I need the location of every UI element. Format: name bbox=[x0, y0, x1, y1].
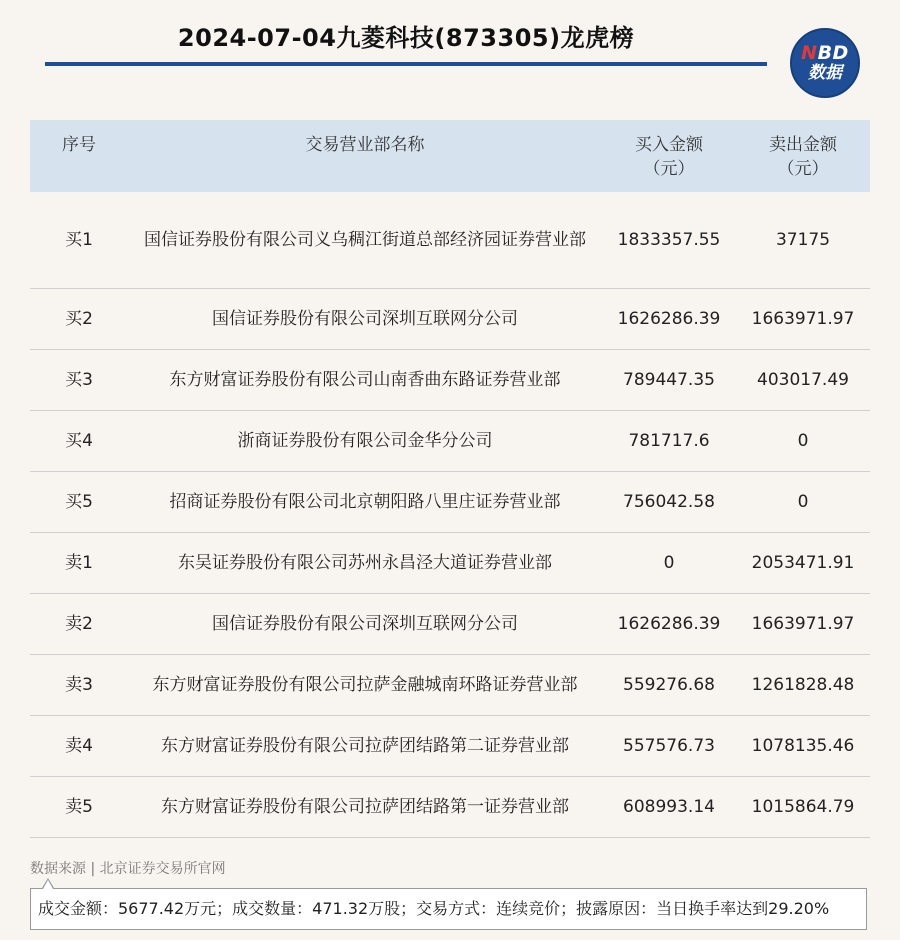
buy-amount-cell: 1833357.55 bbox=[602, 192, 736, 288]
table-row bbox=[30, 532, 870, 593]
branch-cell: 东方财富证券股份有限公司拉萨金融城南环路证券营业部 bbox=[128, 654, 602, 715]
table-row bbox=[30, 471, 870, 532]
branch-cell: 国信证券股份有限公司义乌稠江街道总部经济园证券营业部 bbox=[128, 192, 602, 288]
buy-amount-cell: 781717.6 bbox=[602, 410, 736, 471]
branch-cell: 东方财富证券股份有限公司拉萨团结路第一证券营业部 bbox=[128, 776, 602, 837]
column-header-sell bbox=[736, 120, 870, 192]
logo-text-data: 数据 bbox=[808, 63, 842, 83]
column-header-buy bbox=[602, 120, 736, 192]
table-row bbox=[30, 410, 870, 471]
table-row bbox=[30, 593, 870, 654]
logo-letter-n: N bbox=[801, 42, 818, 64]
table-row bbox=[30, 192, 870, 288]
trade-summary-note: 成交金额：5677.42万元；成交数量：471.32万股；交易方式：连续竞价；披露原因：当日换手率达到29.20% bbox=[30, 888, 867, 930]
sell-amount-cell: 0 bbox=[736, 471, 870, 532]
branch-cell: 东吴证券股份有限公司苏州永昌泾大道证券营业部 bbox=[128, 532, 602, 593]
nbd-data-logo bbox=[790, 28, 860, 98]
rank-cell: 买2 bbox=[30, 288, 128, 349]
rank-cell: 卖1 bbox=[30, 532, 128, 593]
rank-cell: 买4 bbox=[30, 410, 128, 471]
table-row bbox=[30, 288, 870, 349]
table-row bbox=[30, 776, 870, 837]
buy-amount-cell: 789447.35 bbox=[602, 349, 736, 410]
table-row bbox=[30, 715, 870, 776]
sell-amount-cell: 1663971.97 bbox=[736, 593, 870, 654]
rank-cell: 买5 bbox=[30, 471, 128, 532]
sell-amount-cell: 1078135.46 bbox=[736, 715, 870, 776]
sell-amount-cell: 37175 bbox=[736, 192, 870, 288]
table-row bbox=[30, 349, 870, 410]
column-header-rank: 序号 bbox=[30, 120, 128, 192]
column-header-branch: 交易营业部名称 bbox=[128, 120, 602, 192]
branch-cell: 浙商证券股份有限公司金华分公司 bbox=[128, 410, 602, 471]
buy-amount-cell: 608993.14 bbox=[602, 776, 736, 837]
rank-cell: 卖2 bbox=[30, 593, 128, 654]
branch-cell: 东方财富证券股份有限公司拉萨团结路第二证券营业部 bbox=[128, 715, 602, 776]
branch-cell: 招商证券股份有限公司北京朝阳路八里庄证券营业部 bbox=[128, 471, 602, 532]
sell-amount-cell: 1015864.79 bbox=[736, 776, 870, 837]
sell-amount-cell: 2053471.91 bbox=[736, 532, 870, 593]
branch-cell: 东方财富证券股份有限公司山南香曲东路证券营业部 bbox=[128, 349, 602, 410]
title-underline bbox=[45, 62, 767, 66]
sell-amount-cell: 1261828.48 bbox=[736, 654, 870, 715]
rank-cell: 买1 bbox=[30, 192, 128, 288]
page-title: 2024-07-04九菱科技(873305)龙虎榜 bbox=[177, 24, 635, 52]
rank-cell: 卖5 bbox=[30, 776, 128, 837]
column-header-sell-unit: （元） bbox=[777, 159, 829, 179]
column-header-buy-label: 买入金额 bbox=[635, 135, 703, 155]
data-source-caption: 数据来源 | 北京证券交易所官网 bbox=[30, 861, 226, 877]
table-row bbox=[30, 654, 870, 715]
note-pointer-fill bbox=[43, 880, 53, 889]
buy-amount-cell: 1626286.39 bbox=[602, 288, 736, 349]
branch-cell: 国信证券股份有限公司深圳互联网分公司 bbox=[128, 288, 602, 349]
buy-amount-cell: 0 bbox=[602, 532, 736, 593]
column-header-buy-unit: （元） bbox=[643, 159, 695, 179]
sell-amount-cell: 0 bbox=[736, 410, 870, 471]
logo-letters-bd: BD bbox=[817, 42, 849, 64]
buy-amount-cell: 557576.73 bbox=[602, 715, 736, 776]
dragon-tiger-table bbox=[30, 120, 870, 838]
rank-cell: 卖3 bbox=[30, 654, 128, 715]
branch-cell: 国信证券股份有限公司深圳互联网分公司 bbox=[128, 593, 602, 654]
buy-amount-cell: 1626286.39 bbox=[602, 593, 736, 654]
rank-cell: 买3 bbox=[30, 349, 128, 410]
sell-amount-cell: 1663971.97 bbox=[736, 288, 870, 349]
rank-cell: 卖4 bbox=[30, 715, 128, 776]
sell-amount-cell: 403017.49 bbox=[736, 349, 870, 410]
buy-amount-cell: 559276.68 bbox=[602, 654, 736, 715]
buy-amount-cell: 756042.58 bbox=[602, 471, 736, 532]
table-header-row bbox=[30, 120, 870, 192]
column-header-sell-label: 卖出金额 bbox=[769, 135, 837, 155]
